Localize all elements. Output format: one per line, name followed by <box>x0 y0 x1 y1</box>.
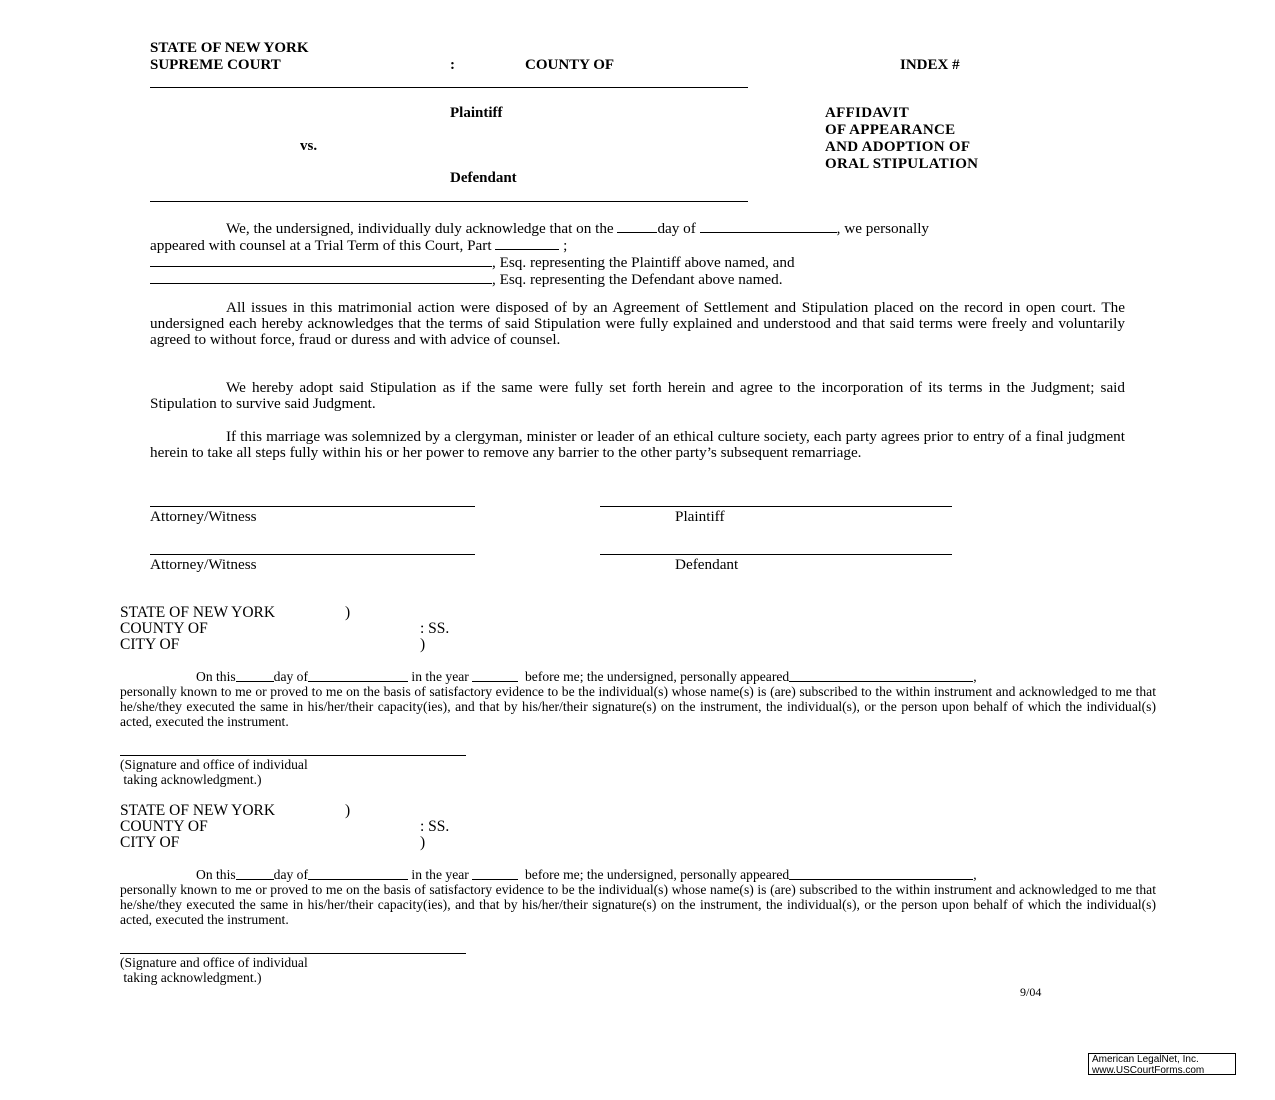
appearance-line-4 <box>150 271 1125 288</box>
ack1-on-this: On this <box>196 669 236 684</box>
ack2-day-blank[interactable] <box>236 867 274 880</box>
defendant-counsel-text: , Esq. representing the Defendant above named. <box>492 271 783 288</box>
caption-colon: : <box>450 57 455 73</box>
publisher-url: www.USCourtForms.com <box>1092 1064 1205 1076</box>
versus-label: vs. <box>300 138 318 154</box>
attorney-witness-1-label: Attorney/Witness <box>150 508 257 525</box>
ack1-day-blank[interactable] <box>236 669 274 682</box>
ack1-city: CITY OF <box>120 636 180 653</box>
adoption-text: We hereby adopt said Stipulation as if the same were fully set forth herein and agree to the incorporation of its terms in the Judgment; said Stipulation to survive said Judgment. <box>150 379 1125 412</box>
ack1-name-blank[interactable] <box>789 669 973 682</box>
ack1-year-blank[interactable] <box>472 669 518 682</box>
ack1-officer-signature-line[interactable] <box>120 755 466 756</box>
ack2-year-blank[interactable] <box>472 867 518 880</box>
ack2-officer-caption-line-1: (Signature and office of individual <box>120 955 308 970</box>
attorney-witness-2-signature-line[interactable] <box>150 554 475 555</box>
personally-text: , we personally <box>836 220 930 237</box>
publisher-stamp <box>1088 1053 1236 1075</box>
appearance-line-1 <box>150 220 1125 237</box>
ack2-city: CITY OF <box>120 834 180 851</box>
document-title <box>825 105 978 173</box>
ack1-month-blank[interactable] <box>308 669 408 682</box>
ack1-city-paren: ) <box>420 636 426 653</box>
attorney-witness-2-label: Attorney/Witness <box>150 556 257 573</box>
adoption-paragraph <box>150 380 1125 412</box>
trial-term-text: appeared with counsel at a Trial Term of this Court, Part <box>150 237 496 254</box>
ack2-officer-caption-line-2: taking acknowledgment.) <box>120 970 262 985</box>
ack1-ss: : SS. <box>420 620 450 637</box>
settlement-text: All issues in this matrimonial action were disposed of by an Agreement of Settlement and Stipulation placed on the record in open court. The undersigned each hereby acknowledges that the terms of said Stipulation were fully explained and understood and that said terms were freely and voluntarily agreed to without force, fraud or duress and with advice of counsel. <box>150 299 1125 348</box>
plaintiff-counsel-blank[interactable] <box>150 254 492 267</box>
ack1-day-of: day of <box>273 669 309 684</box>
part-blank[interactable] <box>495 237 559 250</box>
ack2-state-paren: ) <box>345 802 351 819</box>
appearance-text: We, the undersigned, individually duly acknowledge that on the <box>226 220 618 237</box>
ack2-officer-signature-line[interactable] <box>120 953 466 954</box>
defendant-signature-line[interactable] <box>600 554 952 555</box>
defendant-signature-label: Defendant <box>675 556 739 573</box>
defendant-label: Defendant <box>450 170 517 186</box>
ack2-county: COUNTY OF <box>120 818 208 835</box>
month-blank[interactable] <box>700 220 837 233</box>
ack2-day-of: day of <box>273 867 309 882</box>
court-state: STATE OF NEW YORK <box>150 40 309 56</box>
title-line-2: OF APPEARANCE <box>825 122 956 138</box>
ack1-paragraph <box>120 669 1156 729</box>
settlement-paragraph <box>150 300 1125 348</box>
plaintiff-signature-line[interactable] <box>600 506 952 507</box>
ack1-state-paren: ) <box>345 604 351 621</box>
defendant-counsel-blank[interactable] <box>150 271 492 284</box>
ack2-month-blank[interactable] <box>308 867 408 880</box>
appearance-line-3 <box>150 254 1125 271</box>
ack1-body-text: personally known to me or proved to me on the basis of satisfactory evidence to be the individual(s) whose name(s) is (are) subscribed to the within instrument and acknowledged to me that he/she/they executed the same in his/her/their capacity(ies), and that by his/her/their signature(s) on the instrument, the individual(s), or the person upon behalf of which the individual(s) acted, executed the instrument. <box>120 684 1156 729</box>
ack1-appeared: before me; the undersigned, personally appeared <box>518 669 790 684</box>
remarriage-barrier-text: If this marriage was solemnized by a clergyman, minister or leader of an ethical culture society, each party agrees prior to entry of a final judgment herein to take all steps fully within his or her power to remove any barrier to the other party’s subsequent remarriage. <box>150 428 1125 461</box>
ack1-state: STATE OF NEW YORK <box>120 604 276 621</box>
plaintiff-label: Plaintiff <box>450 105 503 121</box>
caption-divider-top <box>150 87 748 88</box>
title-line-4: ORAL STIPULATION <box>825 156 979 172</box>
ack2-name-blank[interactable] <box>789 867 973 880</box>
publisher-name: American LegalNet, Inc. <box>1092 1054 1199 1065</box>
day-of-text: day of <box>657 220 700 237</box>
remarriage-barrier-paragraph <box>150 429 1125 461</box>
form-revision-date: 9/04 <box>1020 985 1042 999</box>
ack1-line-1 <box>120 669 1156 684</box>
ack2-officer-caption <box>120 955 308 985</box>
appearance-line-2 <box>150 237 1125 254</box>
attorney-witness-1-signature-line[interactable] <box>150 506 475 507</box>
court-name: SUPREME COURT <box>150 57 281 73</box>
semicolon-text: ; <box>559 237 568 254</box>
ack1-officer-caption-line-2: taking acknowledgment.) <box>120 772 262 787</box>
ack2-state: STATE OF NEW YORK <box>120 802 276 819</box>
plaintiff-counsel-text: , Esq. representing the Plaintiff above named, and <box>492 254 795 271</box>
ack1-officer-caption <box>120 757 308 787</box>
appearance-paragraph <box>150 220 1125 288</box>
ack1-in-the-year: in the year <box>408 669 473 684</box>
ack1-comma: , <box>973 669 977 684</box>
ack2-ss: : SS. <box>420 818 450 835</box>
ack2-line-1 <box>120 867 1156 882</box>
title-line-3: AND ADOPTION OF <box>825 139 971 155</box>
day-blank[interactable] <box>617 220 657 233</box>
index-number-label: INDEX # <box>900 57 960 73</box>
ack2-city-paren: ) <box>420 834 426 851</box>
caption-divider-bottom <box>150 201 748 202</box>
ack2-appeared: before me; the undersigned, personally appeared <box>518 867 790 882</box>
ack2-in-the-year: in the year <box>408 867 473 882</box>
county-label: COUNTY OF <box>525 57 615 73</box>
plaintiff-signature-label: Plaintiff <box>675 508 725 525</box>
ack2-comma: , <box>973 867 977 882</box>
title-line-1: AFFIDAVIT <box>825 105 910 121</box>
ack1-county: COUNTY OF <box>120 620 208 637</box>
ack2-paragraph <box>120 867 1156 927</box>
ack2-body-text: personally known to me or proved to me on the basis of satisfactory evidence to be the individual(s) whose name(s) is (are) subscribed to the within instrument and acknowledged to me that he/she/they executed the same in his/her/their capacity(ies), and that by his/her/their signature(s) on the instrument, the individual(s), or the person upon behalf of which the individual(s) acted, executed the instrument. <box>120 882 1156 927</box>
ack2-on-this: On this <box>196 867 236 882</box>
ack1-officer-caption-line-1: (Signature and office of individual <box>120 757 308 772</box>
